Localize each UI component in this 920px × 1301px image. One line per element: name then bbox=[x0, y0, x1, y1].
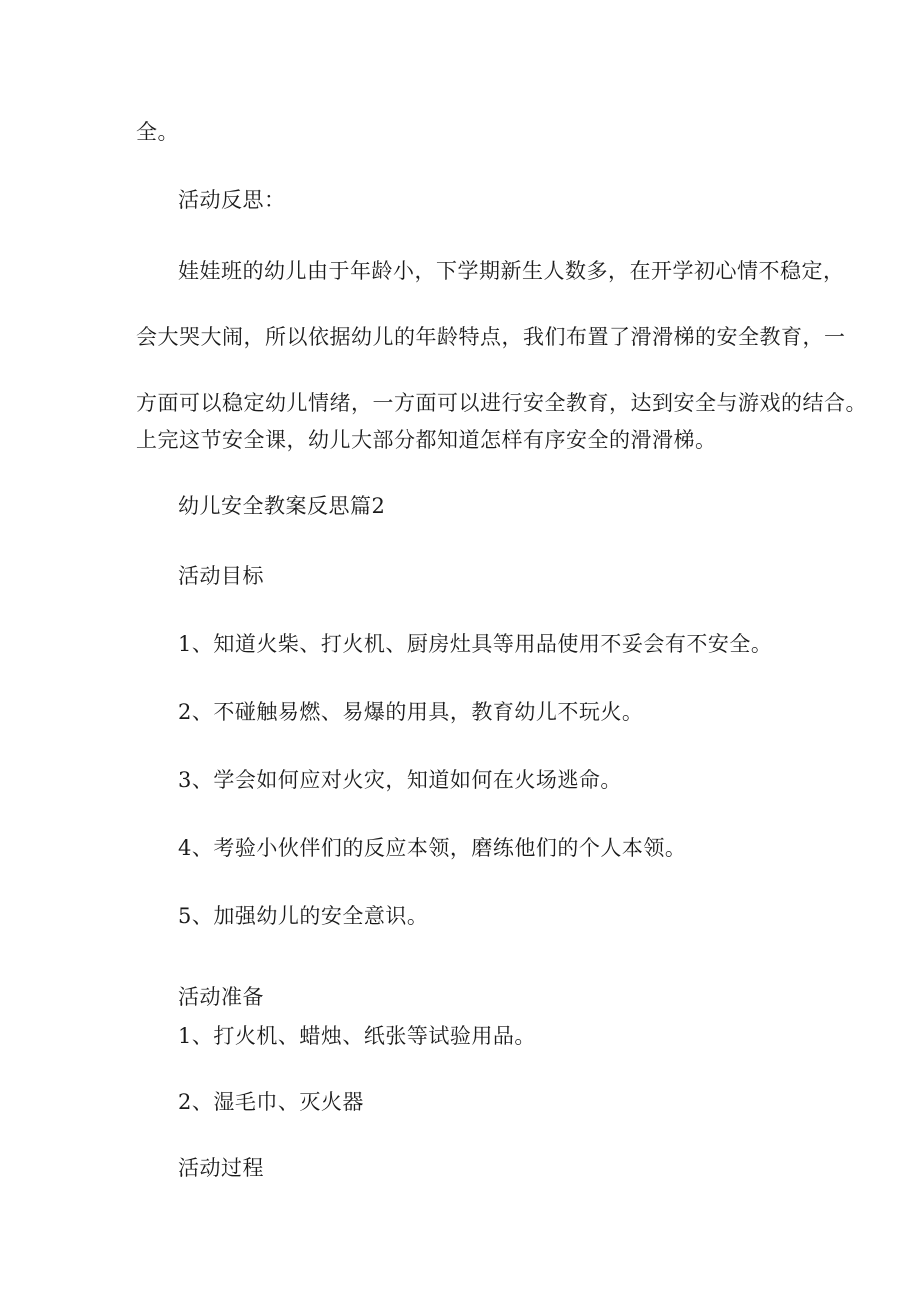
goal-item: 4、考验小伙伴们的反应本领，磨练他们的个人本领。 bbox=[178, 836, 687, 860]
prep-heading: 活动准备 bbox=[178, 985, 264, 1009]
goal-item: 3、学会如何应对火灾，知道如何在火场逃命。 bbox=[178, 768, 622, 792]
prep-item: 1、打火机、蜡烛、纸张等试验用品。 bbox=[178, 1024, 536, 1048]
goals-heading: 活动目标 bbox=[178, 564, 264, 588]
reflection-heading: 活动反思： bbox=[178, 188, 286, 212]
reflection-line: 娃娃班的幼儿由于年龄小，下学期新生人数多，在开学初心情不稳定， bbox=[178, 259, 845, 283]
goal-item: 5、加强幼儿的安全意识。 bbox=[178, 904, 429, 928]
process-heading: 活动过程 bbox=[178, 1156, 264, 1180]
continuation-line: 全。 bbox=[136, 120, 179, 144]
goal-item: 1、知道火柴、打火机、厨房灶具等用品使用不妥会有不安全。 bbox=[178, 632, 773, 656]
reflection-line: 上完这节安全课，幼儿大部分都知道怎样有序安全的滑滑梯。 bbox=[136, 428, 717, 452]
goal-item: 2、不碰触易燃、易爆的用具，教育幼儿不玩火。 bbox=[178, 700, 644, 724]
reflection-line: 会大哭大闹，所以依据幼儿的年龄特点，我们布置了滑滑梯的安全教育，一 bbox=[136, 325, 846, 349]
section-title: 幼儿安全教案反思篇2 bbox=[178, 494, 386, 518]
reflection-line: 方面可以稳定幼儿情绪，一方面可以进行安全教育，达到安全与游戏的结合。 bbox=[136, 391, 867, 415]
prep-item: 2、湿毛巾、灭火器 bbox=[178, 1090, 364, 1114]
